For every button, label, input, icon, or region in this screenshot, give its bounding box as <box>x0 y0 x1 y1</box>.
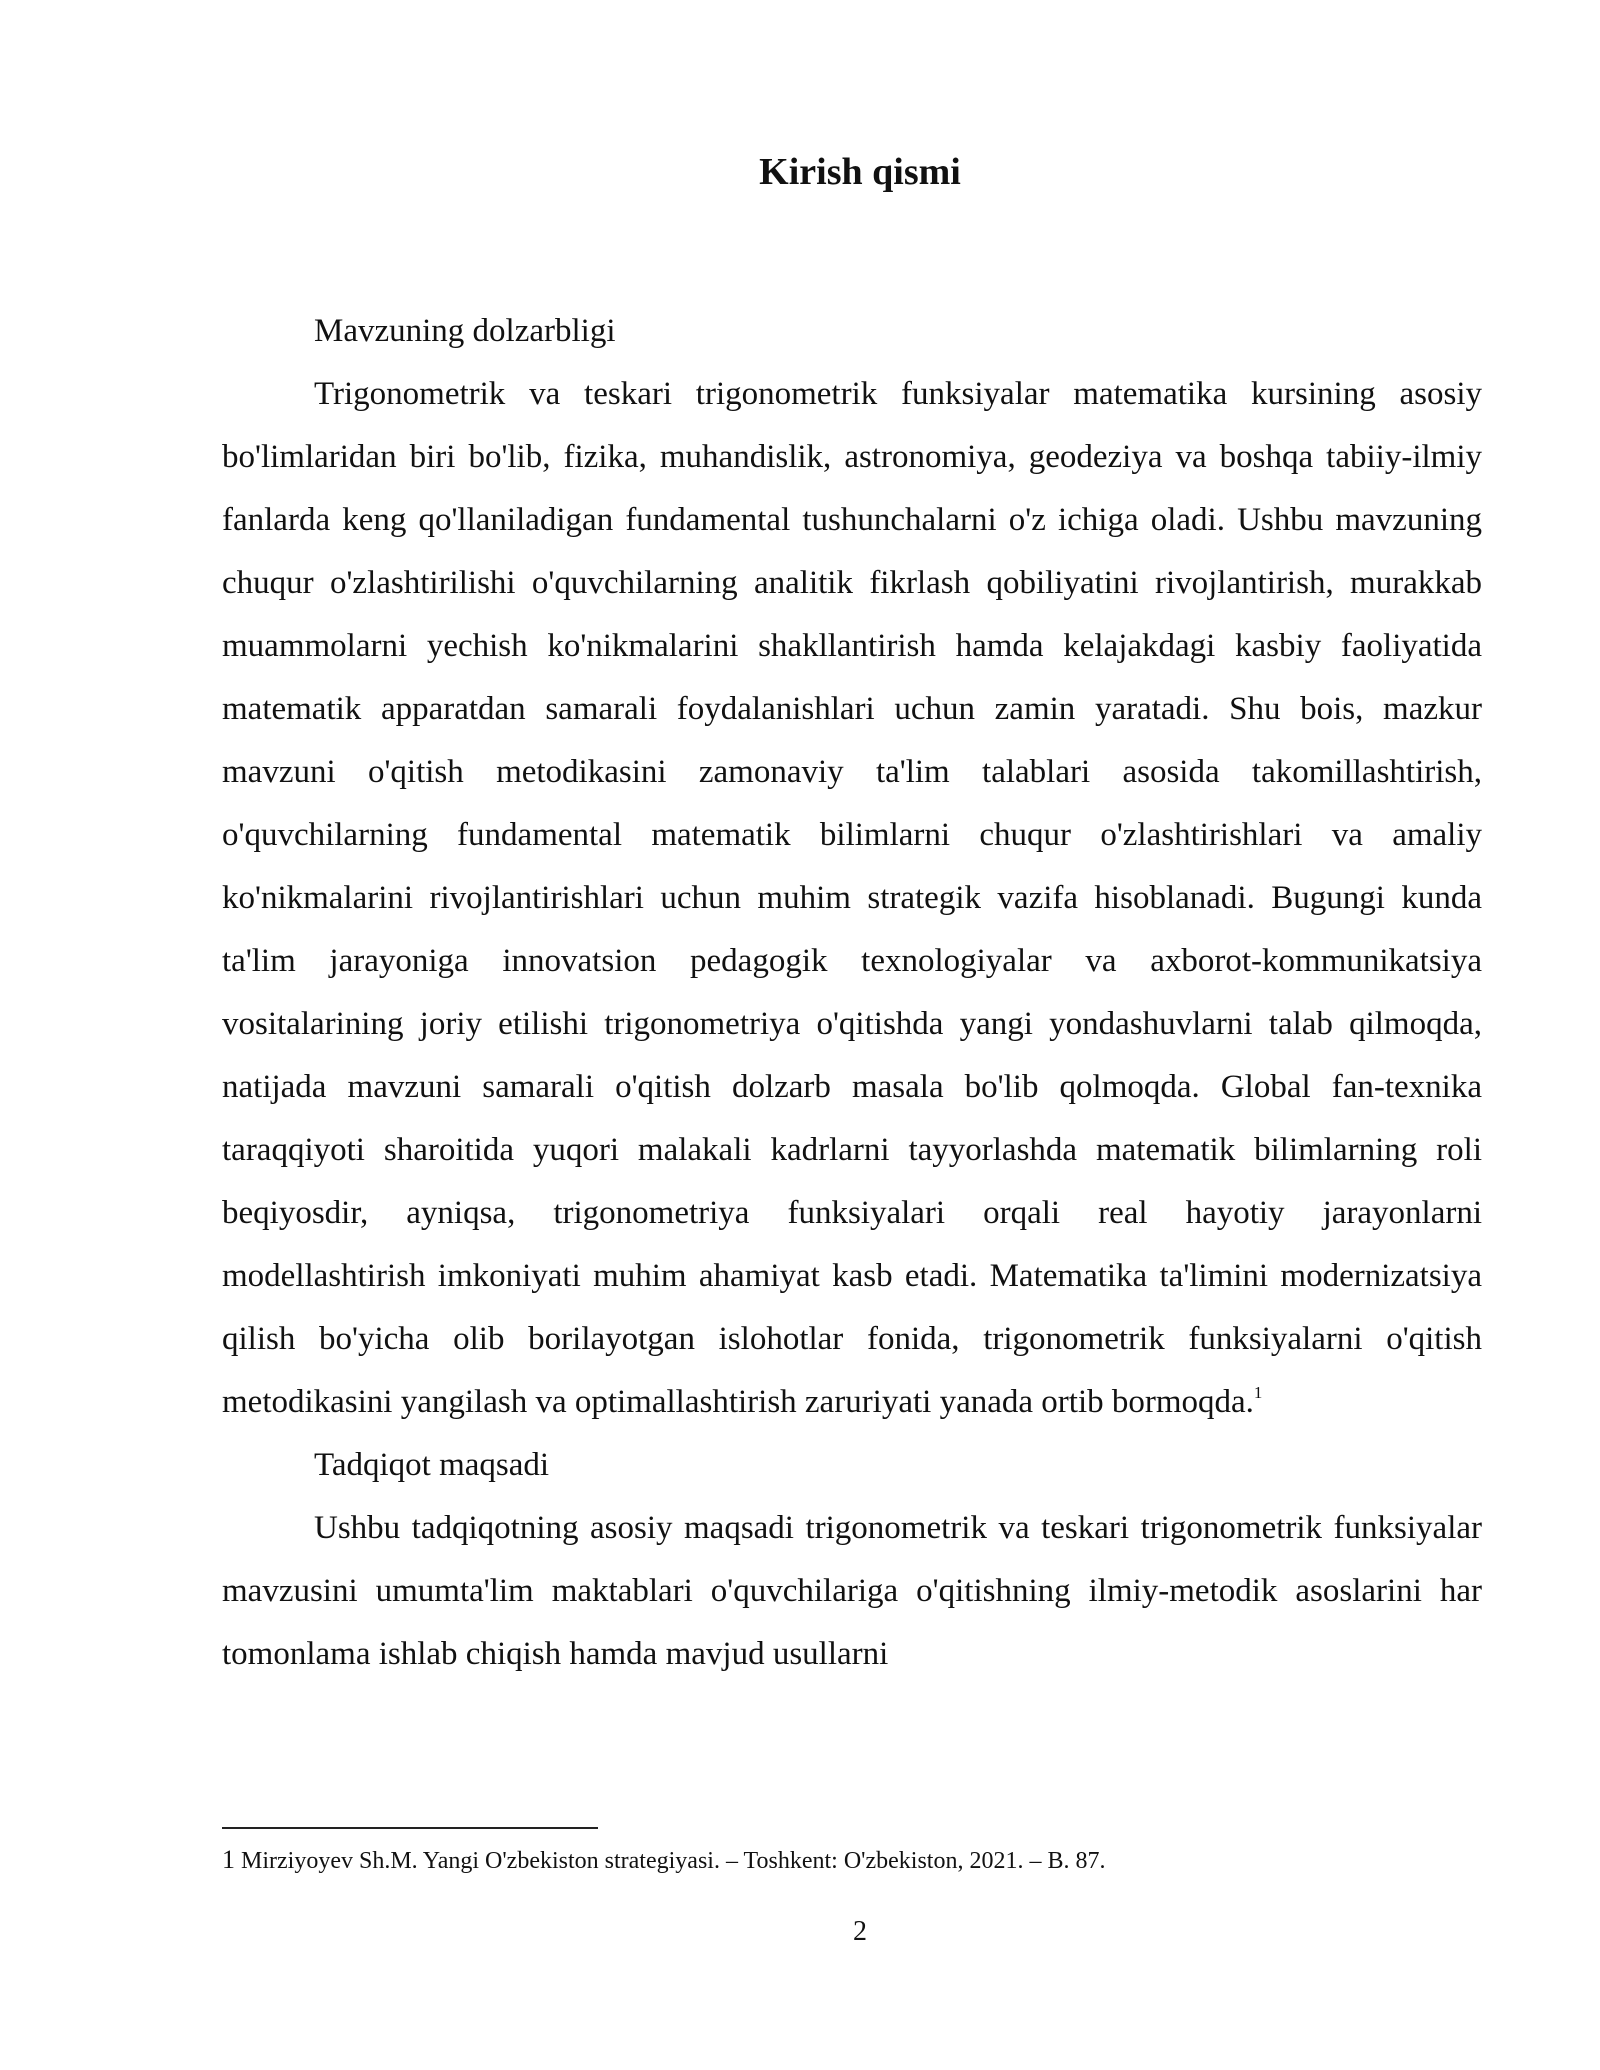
body-text <box>222 300 1482 1686</box>
page-number: 2 <box>853 1916 867 1947</box>
goal-paragraph: Ushbu tadqiqotning asosiy maqsadi trigonometrik va teskari trigonometrik funksiyalar mavzusini umumta'lim maktablari o'quvchilariga o'qitishning ilmiy-metodik asoslarini har tomonlama ishlab chiqish hamda mavjud usullarni <box>222 1510 1482 1672</box>
section-heading-goal: Tadqiqot maqsadi <box>314 1447 550 1483</box>
footnote-reference[interactable]: 1 <box>1253 1383 1263 1402</box>
footnote-separator <box>222 1827 598 1829</box>
footnote <box>222 1843 1482 1878</box>
page-title: Kirish qismi <box>759 151 961 193</box>
section-heading-relevance: Mavzuning dolzarbligi <box>314 313 616 349</box>
footnote-text: Mirziyoyev Sh.M. Yangi O'zbekiston strategiyasi. – Toshkent: O'zbekiston, 2021. – B. 87. <box>241 1848 1106 1874</box>
footnote-number: 1 <box>222 1845 235 1874</box>
relevance-paragraph-text: Trigonometrik va teskari trigonometrik funksiyalar matematika kursining asosiy bo'limlaridan biri bo'lib, fizika, muhandislik, astronomiya, geodeziya va boshqa tabiiy-ilmiy fanlarda keng qo'llaniladigan fundamental tushunchalarni o'z ichiga oladi. Ushbu mavzuning chuqur o'zlashtirilishi o'quvchilarning analitik fikrlash qobiliyatini rivojlantirish, murakkab muammolarni yechish ko'nikmalarini shakllantirish hamda kelajakdagi kasbiy faoliyatida matematik apparatdan samarali foydalanishlari uchun zamin yaratadi. Shu bois, mazkur mavzuni o'qitish metodikasini zamonaviy ta'lim talablari asosida takomillashtirish, o'quvchilarning fundamental matematik bilimlarni chuqur o'zlashtirishlari va amaliy ko'nikmalarini rivojlantirishlari uchun muhim strategik vazifa hisoblanadi. Bugungi kunda ta'lim jarayoniga innovatsion pedagogik texnologiyalar va axborot-kommunikatsiya vositalarining joriy etilishi trigonometriya o'qitishda yangi yondashuvlarni talab qilmoqda, natijada mavzuni samarali o'qitish dolzarb masala bo'lib qolmoqda. Global fan-texnika taraqqiyoti sharoitida yuqori malakali kadrlarni tayyorlashda matematik bilimlarning roli beqiyosdir, ayniqsa, trigonometriya funksiyalari orqali real hayotiy jarayonlarni modellashtirish imkoniyati muhim ahamiyat kasb etadi. Matematika ta'limini modernizatsiya qilish bo'yicha olib borilayotgan islohotlar fonida, trigonometrik funksiyalarni o'qitish metodikasini yangilash va optimallashtirish zaruriyati yanada ortib bormoqda. <box>222 376 1482 1420</box>
relevance-paragraph <box>222 363 1482 1434</box>
